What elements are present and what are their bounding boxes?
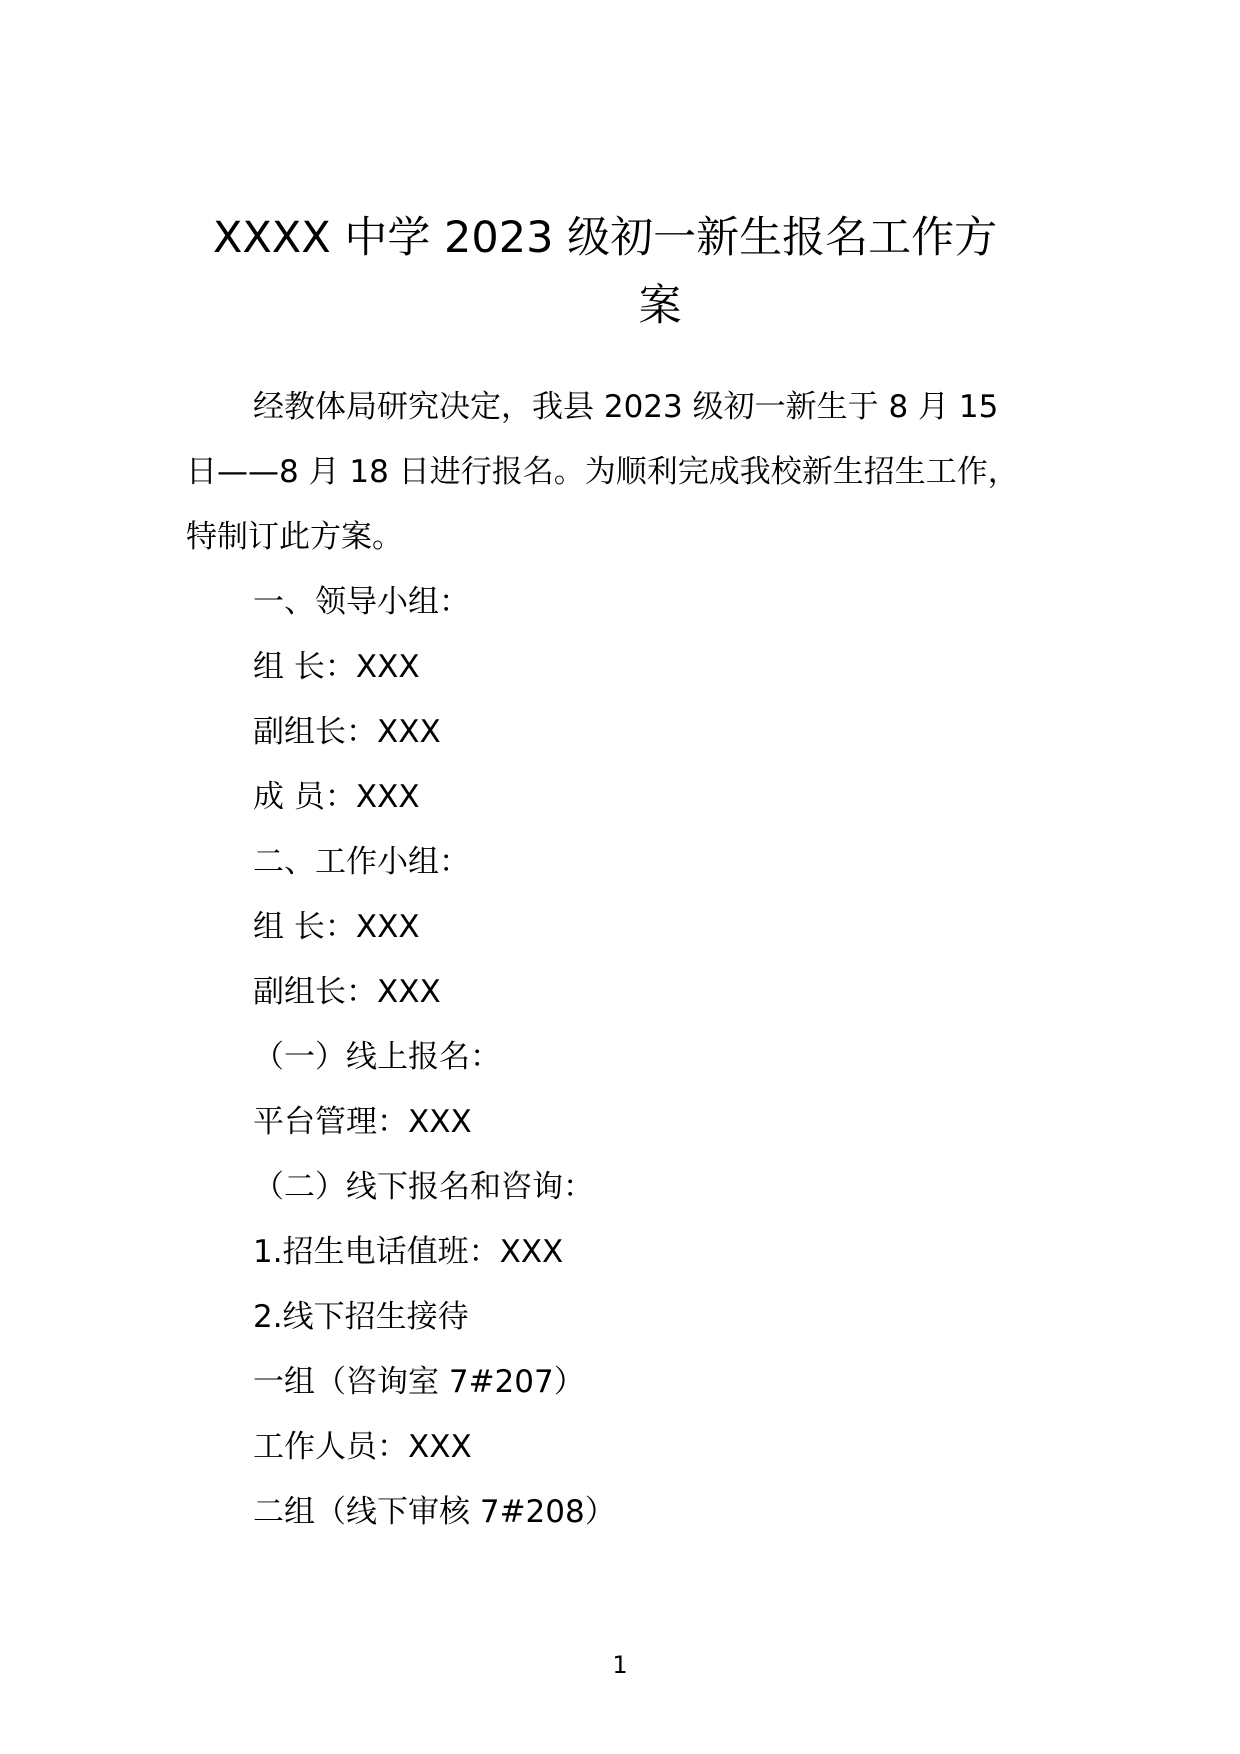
- group-two-offline-review: 二组（线下审核 7#208）: [253, 1494, 616, 1530]
- section-heading-working-group: 二、工作小组：: [253, 844, 470, 880]
- offline-reception: 2.线下招生接待: [253, 1299, 469, 1335]
- working-group-deputy: 副组长：XXX: [253, 974, 441, 1010]
- document-title-line2: 案: [638, 281, 682, 331]
- intro-line-1: 经教体局研究决定，我县 2023 级初一新生于 8 月 15: [253, 389, 999, 425]
- intro-line-2: 日——8 月 18 日进行报名。为顺利完成我校新生招生工作，: [186, 454, 1019, 490]
- working-group-leader: 组 长：XXX: [253, 909, 420, 945]
- phone-duty: 1.招生电话值班：XXX: [253, 1234, 564, 1270]
- platform-management: 平台管理：XXX: [253, 1104, 472, 1140]
- document-title-line1: XXXX 中学 2023 级初一新生报名工作方: [212, 213, 998, 263]
- group-one-staff: 工作人员：XXX: [253, 1429, 472, 1465]
- group-one-consulting-room: 一组（咨询室 7#207）: [253, 1364, 585, 1400]
- leadership-deputy: 副组长：XXX: [253, 714, 441, 750]
- section-heading-leadership: 一、领导小组：: [253, 584, 470, 620]
- leadership-members: 成 员：XXX: [253, 779, 420, 815]
- subsection-online-registration: （一）线上报名：: [253, 1039, 501, 1075]
- leadership-leader: 组 长：XXX: [253, 649, 420, 685]
- intro-line-3: 特制订此方案。: [186, 519, 403, 555]
- page-number: 1: [612, 1651, 628, 1679]
- subsection-offline-registration: （二）线下报名和咨询：: [253, 1169, 594, 1205]
